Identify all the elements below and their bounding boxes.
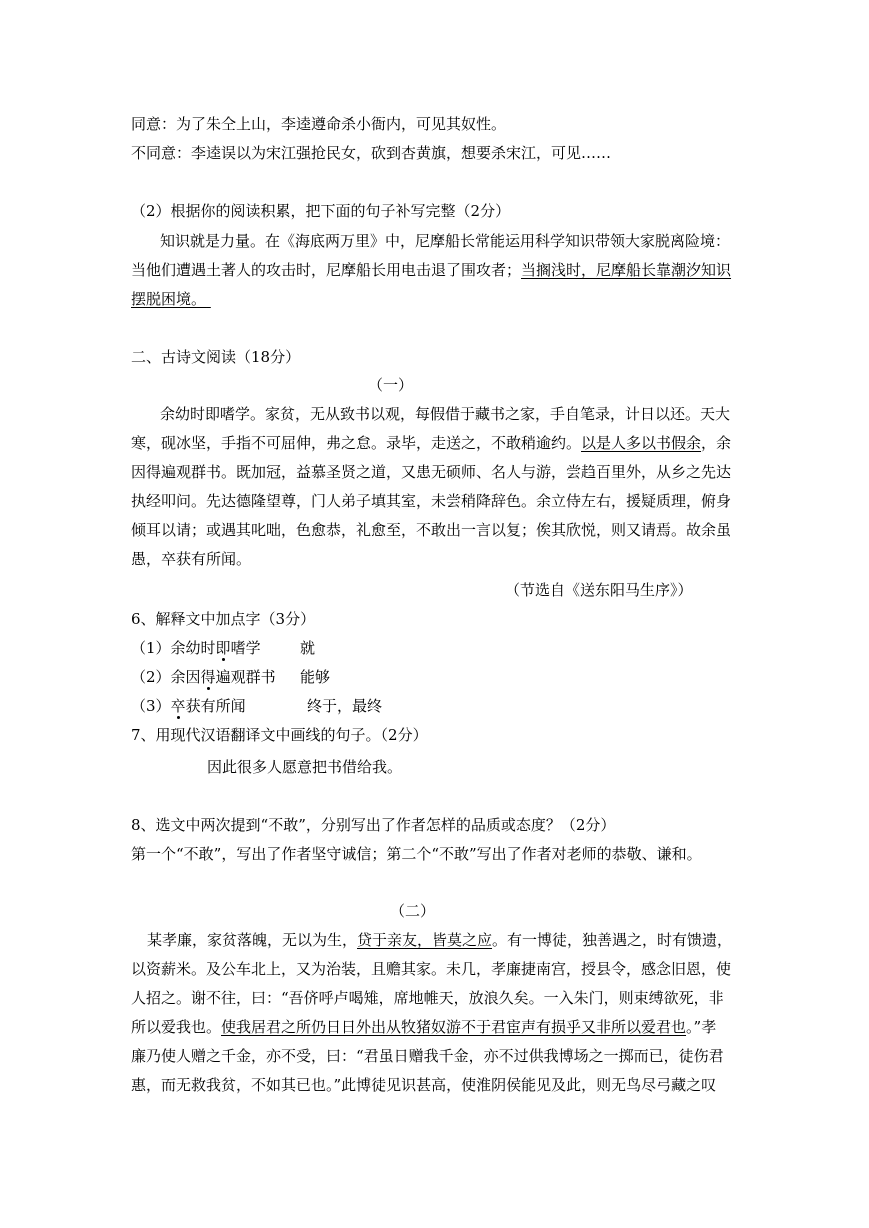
q5-sub2-title: （2）根据你的阅读积累，把下面的句子补写完整（2分）	[131, 202, 511, 220]
part1-label: （一）	[368, 376, 414, 394]
q6-item-2-dotted-char: 得	[200, 668, 216, 686]
section2-title: 二、古诗文阅读（18分）	[131, 348, 301, 366]
q6-item-2	[131, 667, 276, 687]
q6-title: 6、解释文中加点字（3分）	[131, 610, 316, 628]
q6-item-1-pre: （1）余幼时	[131, 639, 216, 657]
q6-item-1-dotted-char: 即	[215, 639, 231, 657]
passage1-line5: 倾耳以请；或遇其叱咄，色愈恭，礼愈至，不敢出一言以复；俟其欣悦，则又请焉。故余虽	[131, 521, 732, 539]
passage2-line4-text-b: 。”孝	[686, 1018, 717, 1036]
q5-sub2-line1: 知识就是力量。在《海底两万里》中，尼摩船长常能运用科学知识带领大家脱离险境：	[160, 232, 731, 250]
passage1-line1: 余幼时即嗜学。家贫，无从致书以观，每假借于藏书之家，手自笔录，计日以还。天大	[160, 405, 731, 423]
passage2-line4-text-a: 所以爱我也。	[131, 1018, 222, 1036]
passage1-line2	[131, 433, 731, 453]
q6-item-3-pre: （3）	[131, 697, 171, 715]
passage2-underlined-phrase: 贷于亲友，皆莫之应	[357, 931, 493, 949]
passage2-line1-text-a: 某孝廉，家贫落魄，无以为生，	[147, 931, 358, 949]
passage2-line2: 以资薪米。及公车北上，又为治装，且赡其家。未几，孝廉捷南宫，授县令，感念旧恩，使	[131, 960, 732, 978]
passage1-line2-text-b: ，余	[701, 434, 732, 452]
q7-answer: 因此很多人愿意把书借给我。	[207, 758, 403, 776]
passage2-line4	[131, 1017, 716, 1037]
passage2-line3: 人招之。谢不往，曰：“吾侪呼卢喝雉，席地帷天，放浪久矣。一入朱门，则束缚欲死，非	[131, 989, 724, 1007]
q8-answer: 第一个“不敢”，写出了作者坚守诚信；第二个“不敢”写出了作者对老师的恭敬、谦和。	[131, 845, 702, 863]
q5-sub2-answer-part1: 当搁浅时，尼摩船长靠潮汐知识	[521, 261, 732, 279]
passage2-line5: 廉乃使人赠之千金，亦不受，曰：“君虽日赠我千金，亦不过供我博场之一掷而已，徒伤君	[131, 1047, 724, 1065]
passage1-line2-text-a: 寒，砚冰坚，手指不可屈伸，弗之怠。录毕，走送之，不敢稍逾约。	[131, 434, 582, 452]
q6-item-2-answer: 能够	[300, 668, 331, 686]
q5-agree-line: 同意：为了朱仝上山，李逵遵命杀小衙内，可见其奴性。	[131, 115, 507, 133]
passage2-line1	[147, 930, 732, 950]
q6-item-1-answer: 就	[300, 639, 316, 657]
q6-item-2-pre: （2）余因	[131, 668, 201, 686]
passage1-line4: 执经叩问。先达德隆望尊，门人弟子填其室，未尝稍降辞色。余立侍左右，援疑质理，俯身	[131, 492, 732, 510]
passage1-source: （节选自《送东阳马生序》）	[505, 581, 693, 599]
q5-sub2-line2-text: 当他们遭遇土著人的攻击时，尼摩船长用电击退了围攻者；	[131, 261, 522, 279]
passage2-line1-text-b: 。有一博徒，独善遇之，时有馈遗，	[492, 931, 733, 949]
q6-item-1	[131, 638, 261, 658]
q7-title: 7、用现代汉语翻译文中画线的句子。（2分）	[131, 726, 428, 744]
q6-item-2-post: 遍观群书	[215, 668, 276, 686]
q5-disagree-line: 不同意：李逵误以为宋江强抢民女，砍到杏黄旗，想要杀宋江，可见……	[131, 144, 612, 162]
passage2-line6: 惠，而无救我贫，不如其已也。”此博徒见识甚高，使淮阴侯能见及此，则无鸟尽弓藏之叹	[131, 1076, 717, 1094]
q5-sub2-answer-part2: 摆脱困境。	[131, 290, 207, 308]
q6-item-3-post: 获有所闻	[185, 697, 246, 715]
part2-label: （二）	[390, 902, 436, 920]
q6-item-3-answer: 终于，最终	[307, 697, 383, 715]
passage1-line6: 愚，卒获有所闻。	[131, 550, 252, 568]
q6-item-3	[131, 696, 246, 716]
passage1-line3: 因得遍观群书。既加冠，益慕圣贤之道，又患无硕师、名人与游，尝趋百里外，从乡之先达	[131, 463, 732, 481]
q6-item-3-dotted-char: 卒	[170, 697, 186, 715]
passage1-underlined-sentence: 以是人多以书假余	[581, 434, 702, 452]
q5-sub2-line2	[131, 260, 731, 280]
q5-sub2-line3	[131, 289, 211, 309]
passage2-underlined-sentence: 使我居君之所仍日日外出从牧猪奴游不于君宦声有损乎又非所以爱君也	[221, 1018, 687, 1036]
q6-item-1-post: 嗜学	[230, 639, 261, 657]
q8-title: 8、选文中两次提到“不敢”，分别写出了作者怎样的品质或态度？（2分）	[131, 816, 616, 834]
